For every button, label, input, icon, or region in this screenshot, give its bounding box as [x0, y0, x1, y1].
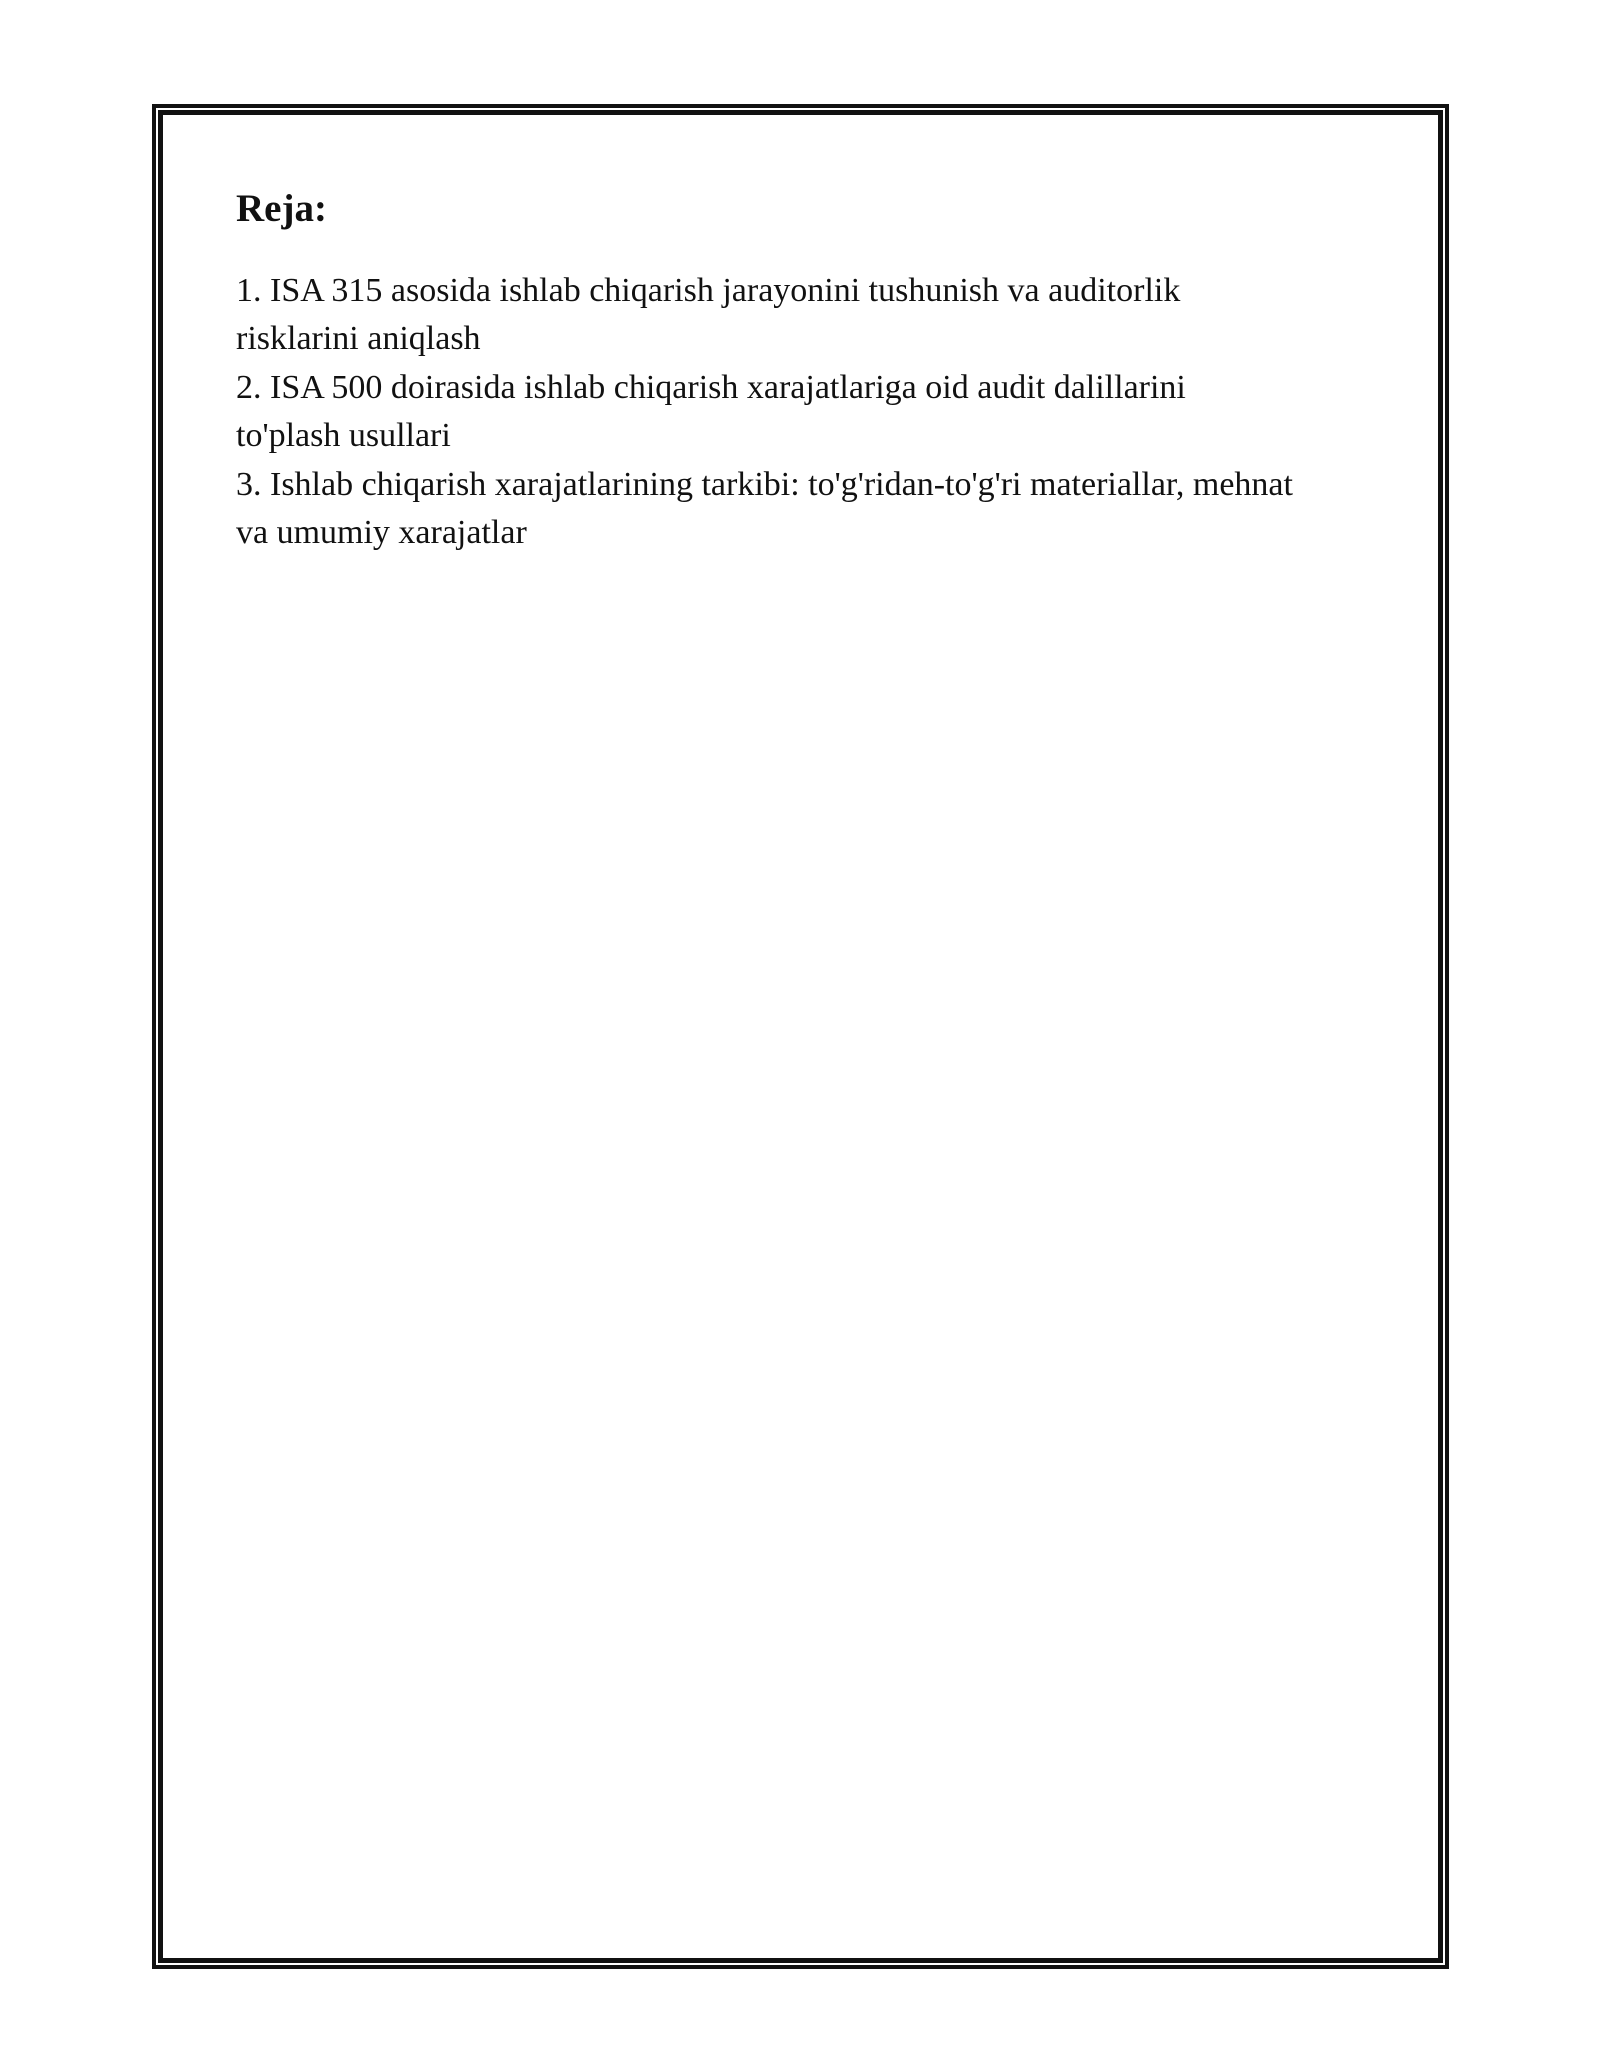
page-heading: Reja:: [236, 187, 327, 230]
plan-item-1: 1. ISA 315 asosida ishlab chiqarish jarayonini tushunish va auditorlik risklarini aniqlash: [236, 271, 1181, 358]
plan-list: [236, 267, 1356, 558]
plan-item-3: 3. Ishlab chiqarish xarajatlarining tarkibi: to'g'ridan-to'g'ri materiallar, mehnat va umumiy xarajatlar: [236, 465, 1293, 552]
document-content: [236, 186, 1356, 558]
plan-item-2: 2. ISA 500 doirasida ishlab chiqarish xarajatlariga oid audit dalillarini to'plash usullari: [236, 368, 1186, 455]
